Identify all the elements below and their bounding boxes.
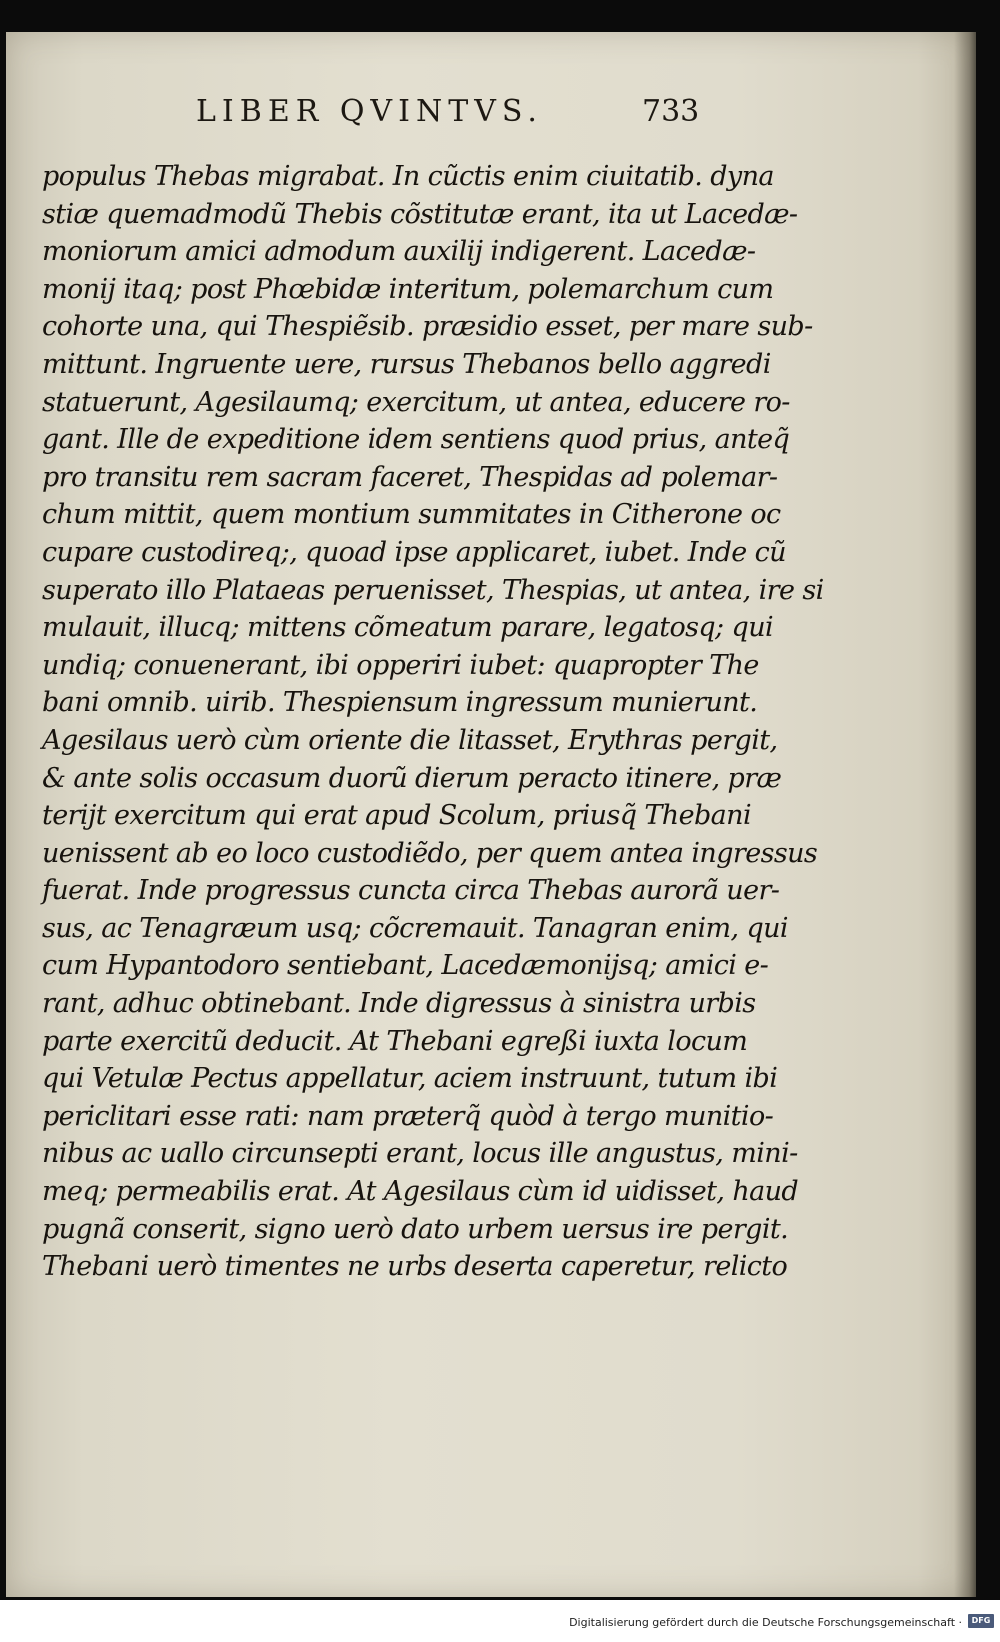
text-line: monij itaq; post Phœbidæ interitum, polemarchum cum — [42, 273, 774, 305]
body-text — [42, 158, 824, 1286]
text-line: qui Vetulæ Pectus appellatur, aciem instruunt, tutum ibi — [42, 1063, 778, 1095]
running-title: LIBER QVINTVS. — [196, 94, 543, 129]
text-line: undiq; conuenerant, ibi opperiri iubet: quapropter The — [42, 649, 759, 681]
text-line: meq; permeabilis erat. At Agesilaus cùm id uidisset, haud — [42, 1176, 799, 1208]
text-line: gant. Ille de expeditione idem sentiens quod prius, anteq̃ — [42, 424, 790, 456]
text-line: fuerat. Inde progressus cuncta circa Thebas aurorã uer- — [42, 875, 780, 907]
text-line: bani omnib. uirib. Thespiensum ingressum munierunt. — [42, 687, 758, 719]
text-line: mittunt. Ingruente uere, rursus Thebanos bello aggredi — [42, 348, 771, 380]
text-line: nibus ac uallo circunsepti erant, locus ille angustus, mini- — [42, 1138, 798, 1170]
text-line: Agesilaus uerò cùm oriente die litasset, Erythras pergit, — [42, 724, 778, 756]
text-line: populus Thebas migrabat. In cũctis enim ciuitatib. dyna — [42, 161, 774, 192]
text-line: terijt exercitum qui erat apud Scolum, priusq̃ Thebani — [42, 800, 751, 832]
text-line: cupare custodireq;, quoad ipse applicaret, iubet. Inde cũ — [42, 536, 786, 568]
text-line: superato illo Plataeas peruenisset, Thespias, ut antea, ire si — [42, 574, 824, 606]
text-line: mulauit, illucq; mittens cõmeatum parare, legatosq; qui — [42, 612, 774, 644]
text-line: cohorte una, qui Thespiẽsib. præsidio esset, per mare sub- — [42, 311, 813, 343]
text-line: periclitari esse rati: nam præterq̃ quòd à tergo munitio- — [42, 1100, 774, 1132]
text-line: moniorum amici admodum auxilij indigerent. Lacedæ- — [42, 236, 756, 268]
book-page — [6, 32, 976, 1597]
dfg-logo-icon: DFG — [968, 1614, 994, 1628]
running-head — [6, 94, 976, 138]
text-line: sus, ac Tenagræum usq; cõcremauit. Tanagran enim, qui — [42, 912, 788, 944]
text-line: Thebani uerò timentes ne urbs deserta caperetur, relicto — [42, 1251, 788, 1283]
text-line: pro transitu rem sacram faceret, Thespidas ad polemar- — [42, 461, 778, 493]
footer-bar — [0, 1600, 1000, 1642]
page-number: 733 — [642, 94, 700, 129]
page-edge-shadow — [954, 32, 976, 1597]
text-line: & ante solis occasum duorũ dierum peracto itinere, præ — [42, 762, 782, 794]
text-line: uenissent ab eo loco custodiẽdo, per quem antea ingressus — [42, 837, 818, 869]
text-line: parte exercitũ deducit. At Thebani egreßi iuxta locum — [42, 1025, 748, 1057]
text-line: pugnã conserit, signo uerò dato urbem uersus ire pergit. — [42, 1213, 789, 1245]
text-line: cum Hypantodoro sentiebant, Lacedæmonijsq; amici e- — [42, 950, 769, 982]
text-line: rant, adhuc obtinebant. Inde digressus à sinistra urbis — [42, 988, 756, 1020]
digitization-credit: Digitalisierung gefördert durch die Deutsche Forschungsgemeinschaft · — [569, 1616, 962, 1629]
text-line: statuerunt, Agesilaumq; exercitum, ut antea, educere ro- — [42, 386, 790, 418]
text-line: stiæ quemadmodũ Thebis cõstitutæ erant, ita ut Lacedæ- — [42, 198, 798, 230]
text-line: chum mittit, quem montium summitates in Citherone oc — [42, 499, 781, 531]
